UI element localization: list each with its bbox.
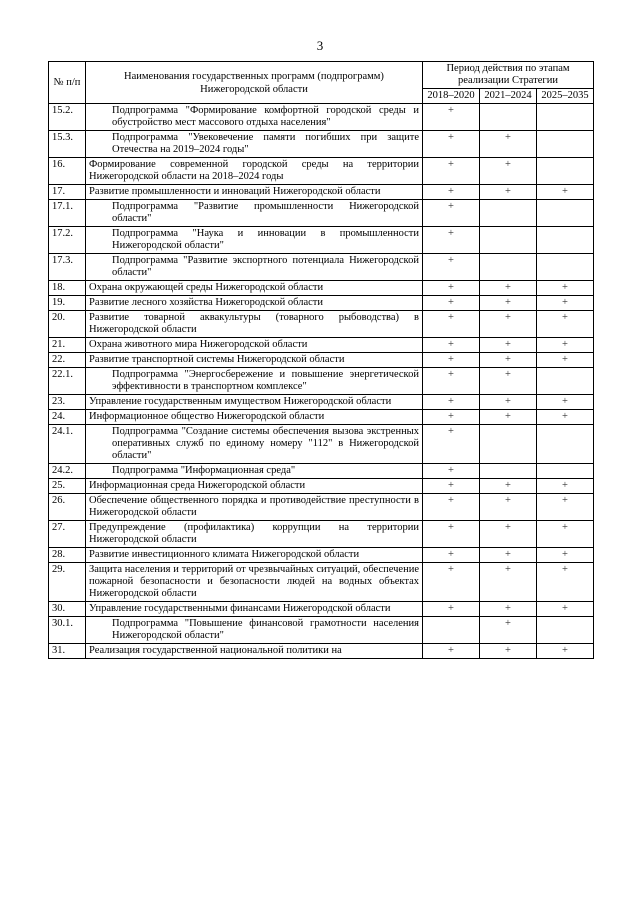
row-number: 17.	[49, 185, 86, 200]
period-mark: +	[537, 281, 594, 296]
period-mark: +	[423, 548, 480, 563]
period-mark: +	[423, 353, 480, 368]
period-mark	[537, 368, 594, 395]
row-number: 16.	[49, 158, 86, 185]
table-row	[49, 338, 594, 353]
period-mark: +	[423, 425, 480, 464]
program-name: Охрана окружающей среды Нижегородской области	[86, 281, 423, 296]
period-mark	[480, 227, 537, 254]
programs-table	[48, 61, 594, 659]
period-mark: +	[423, 185, 480, 200]
header-year: 2021–2024	[480, 89, 537, 104]
period-mark: +	[423, 602, 480, 617]
row-number: 26.	[49, 494, 86, 521]
period-mark: +	[423, 563, 480, 602]
period-mark	[537, 254, 594, 281]
period-mark	[423, 617, 480, 644]
table-row	[49, 281, 594, 296]
period-mark: +	[480, 521, 537, 548]
program-name: Предупреждение (профилактика) коррупции на территории Нижегородской области	[86, 521, 423, 548]
header-name: Наименования государственных программ (подпрограмм) Нижегородской области	[86, 62, 423, 104]
table-row	[49, 563, 594, 602]
header-num: № п/п	[49, 62, 86, 104]
subprogram-name: Подпрограмма "Информационная среда"	[86, 464, 423, 479]
period-mark	[537, 200, 594, 227]
row-number: 22.	[49, 353, 86, 368]
period-mark: +	[537, 410, 594, 425]
subprogram-name: Подпрограмма "Повышение финансовой грамотности населения Нижегородской области"	[86, 617, 423, 644]
period-mark: +	[537, 296, 594, 311]
subprogram-name: Подпрограмма "Создание системы обеспечения вызова экстренных оперативных служб по единому номеру "112" в Нижегородской области"	[86, 425, 423, 464]
header-period: Период действия по этапам реализации Стратегии	[423, 62, 594, 89]
period-mark: +	[537, 311, 594, 338]
row-number: 17.2.	[49, 227, 86, 254]
period-mark	[537, 104, 594, 131]
table-body	[49, 104, 594, 659]
table-row	[49, 548, 594, 563]
table-row	[49, 311, 594, 338]
header-year: 2018–2020	[423, 89, 480, 104]
period-mark: +	[423, 104, 480, 131]
subprogram-name: Подпрограмма "Наука и инновации в промышленности Нижегородской области"	[86, 227, 423, 254]
period-mark: +	[423, 311, 480, 338]
row-number: 19.	[49, 296, 86, 311]
period-mark: +	[423, 521, 480, 548]
period-mark: +	[480, 563, 537, 602]
period-mark: +	[480, 368, 537, 395]
table-row	[49, 464, 594, 479]
subprogram-name: Подпрограмма "Увековечение памяти погибших при защите Отечества на 2019–2024 годы"	[86, 131, 423, 158]
program-name: Защита населения и территорий от чрезвычайных ситуаций, обеспечение пожарной безопасности и безопасности людей на водных объектах Нижегородской области	[86, 563, 423, 602]
period-mark	[537, 617, 594, 644]
program-name: Развитие инвестиционного климата Нижегородской области	[86, 548, 423, 563]
table-row	[49, 425, 594, 464]
subprogram-name: Подпрограмма "Развитие экспортного потенциала Нижегородской области"	[86, 254, 423, 281]
program-name: Управление государственным имуществом Нижегородской области	[86, 395, 423, 410]
program-name: Развитие лесного хозяйства Нижегородской области	[86, 296, 423, 311]
table-row	[49, 410, 594, 425]
period-mark: +	[423, 494, 480, 521]
period-mark: +	[423, 395, 480, 410]
table-row	[49, 254, 594, 281]
period-mark: +	[537, 548, 594, 563]
row-number: 24.1.	[49, 425, 86, 464]
program-name: Развитие транспортной системы Нижегородской области	[86, 353, 423, 368]
table-row	[49, 644, 594, 659]
period-mark: +	[480, 185, 537, 200]
program-name: Формирование современной городской среды на территории Нижегородской области на 2018–2024 годы	[86, 158, 423, 185]
period-mark	[480, 104, 537, 131]
row-number: 17.1.	[49, 200, 86, 227]
row-number: 31.	[49, 644, 86, 659]
period-mark: +	[480, 479, 537, 494]
period-mark: +	[480, 311, 537, 338]
period-mark: +	[480, 353, 537, 368]
period-mark: +	[480, 410, 537, 425]
table-row	[49, 185, 594, 200]
row-number: 15.3.	[49, 131, 86, 158]
table-row	[49, 479, 594, 494]
program-name: Управление государственными финансами Нижегородской области	[86, 602, 423, 617]
table-row	[49, 104, 594, 131]
period-mark: +	[537, 338, 594, 353]
period-mark: +	[480, 296, 537, 311]
subprogram-name: Подпрограмма "Энергосбережение и повышение энергетической эффективности в транспортном комплексе"	[86, 368, 423, 395]
period-mark	[480, 254, 537, 281]
table-row	[49, 494, 594, 521]
program-name: Реализация государственной национальной политики на	[86, 644, 423, 659]
table-row	[49, 353, 594, 368]
row-number: 22.1.	[49, 368, 86, 395]
period-mark: +	[537, 644, 594, 659]
row-number: 15.2.	[49, 104, 86, 131]
period-mark: +	[423, 479, 480, 494]
table-row	[49, 227, 594, 254]
program-name: Развитие товарной аквакультуры (товарного рыбоводства) в Нижегородской области	[86, 311, 423, 338]
period-mark	[537, 227, 594, 254]
period-mark: +	[537, 395, 594, 410]
row-number: 25.	[49, 479, 86, 494]
period-mark: +	[537, 563, 594, 602]
period-mark: +	[537, 602, 594, 617]
period-mark: +	[423, 338, 480, 353]
period-mark: +	[423, 254, 480, 281]
row-number: 18.	[49, 281, 86, 296]
row-number: 30.1.	[49, 617, 86, 644]
program-name: Охрана животного мира Нижегородской области	[86, 338, 423, 353]
period-mark: +	[423, 464, 480, 479]
row-number: 27.	[49, 521, 86, 548]
period-mark: +	[423, 158, 480, 185]
program-name: Информационное общество Нижегородской области	[86, 410, 423, 425]
row-number: 29.	[49, 563, 86, 602]
table-row	[49, 158, 594, 185]
row-number: 24.	[49, 410, 86, 425]
period-mark: +	[480, 131, 537, 158]
program-name: Обеспечение общественного порядка и противодействие преступности в Нижегородской области	[86, 494, 423, 521]
period-mark: +	[423, 410, 480, 425]
table-row	[49, 368, 594, 395]
row-number: 24.2.	[49, 464, 86, 479]
period-mark: +	[423, 227, 480, 254]
period-mark: +	[537, 353, 594, 368]
period-mark	[537, 464, 594, 479]
row-number: 21.	[49, 338, 86, 353]
period-mark: +	[480, 602, 537, 617]
period-mark: +	[480, 617, 537, 644]
period-mark: +	[423, 296, 480, 311]
table-row	[49, 521, 594, 548]
period-mark: +	[480, 395, 537, 410]
row-number: 28.	[49, 548, 86, 563]
table-row	[49, 296, 594, 311]
period-mark	[537, 131, 594, 158]
row-number: 20.	[49, 311, 86, 338]
period-mark	[480, 464, 537, 479]
period-mark: +	[480, 644, 537, 659]
period-mark: +	[537, 521, 594, 548]
page-number: 3	[316, 38, 324, 53]
period-mark: +	[423, 200, 480, 227]
table-row	[49, 131, 594, 158]
table-row	[49, 395, 594, 410]
program-name: Развитие промышленности и инноваций Нижегородской области	[86, 185, 423, 200]
period-mark: +	[423, 644, 480, 659]
period-mark	[480, 200, 537, 227]
period-mark: +	[480, 158, 537, 185]
table-row	[49, 200, 594, 227]
header-year: 2025–2035	[537, 89, 594, 104]
period-mark: +	[480, 338, 537, 353]
period-mark: +	[537, 185, 594, 200]
period-mark: +	[480, 548, 537, 563]
row-number: 30.	[49, 602, 86, 617]
period-mark	[537, 425, 594, 464]
subprogram-name: Подпрограмма "Формирование комфортной городской среды и обустройство мест массового отдыха населения"	[86, 104, 423, 131]
period-mark: +	[537, 494, 594, 521]
period-mark: +	[537, 479, 594, 494]
period-mark: +	[423, 131, 480, 158]
program-name: Информационная среда Нижегородской области	[86, 479, 423, 494]
period-mark: +	[423, 368, 480, 395]
period-mark	[537, 158, 594, 185]
row-number: 17.3.	[49, 254, 86, 281]
table-row	[49, 617, 594, 644]
row-number: 23.	[49, 395, 86, 410]
subprogram-name: Подпрограмма "Развитие промышленности Нижегородской области"	[86, 200, 423, 227]
period-mark: +	[480, 281, 537, 296]
period-mark: +	[423, 281, 480, 296]
period-mark	[480, 425, 537, 464]
table-row	[49, 602, 594, 617]
period-mark: +	[480, 494, 537, 521]
